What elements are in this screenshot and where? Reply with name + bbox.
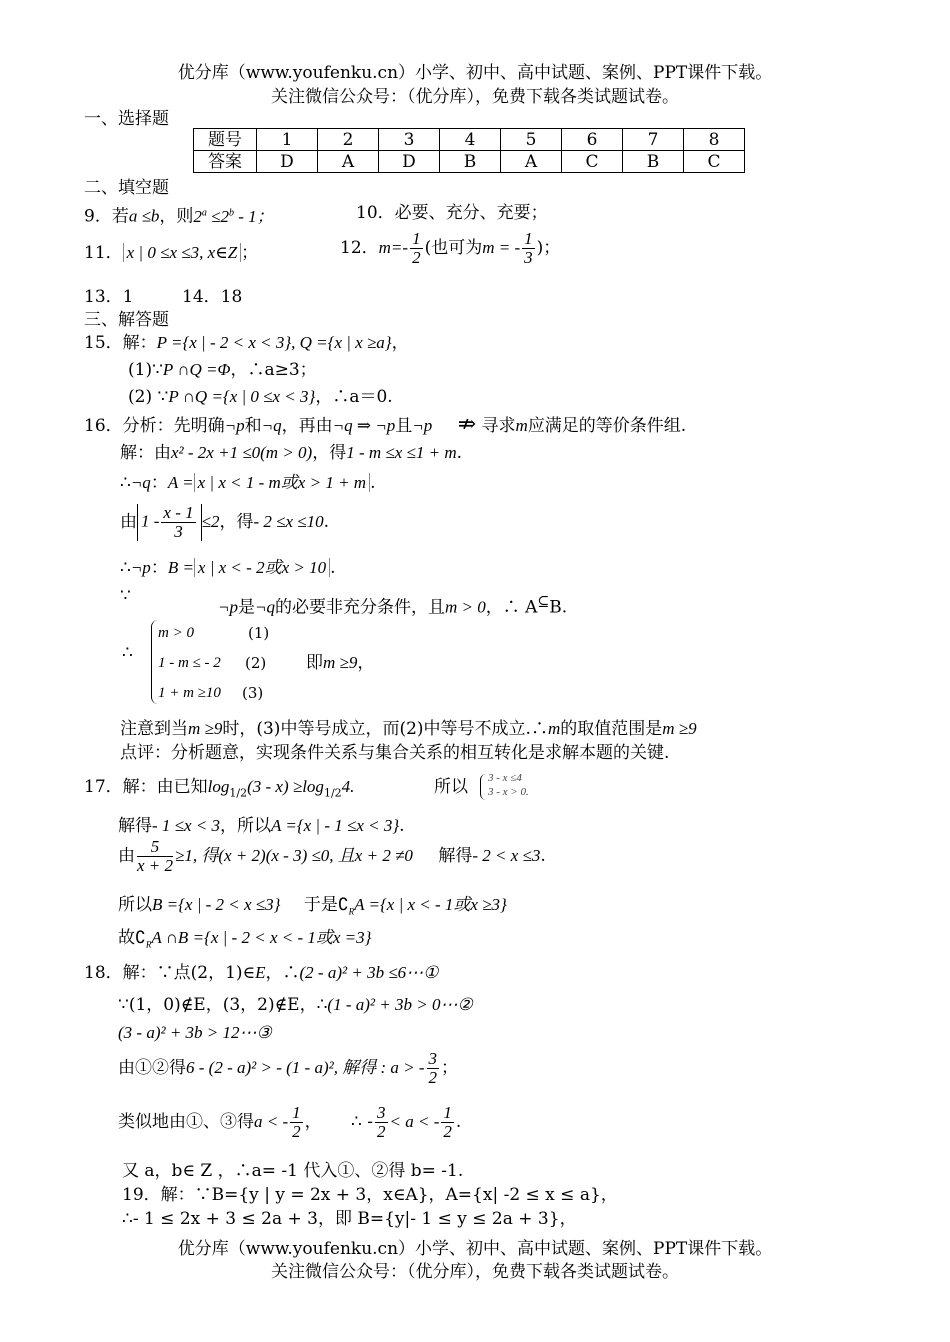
q16-note: 注意到当m ≥9时，(3)中等号成立，而(2)中等号不成立.∴m的取值范围是m ≥9 bbox=[120, 719, 697, 739]
q16-because-symbol: ∵ bbox=[120, 586, 131, 606]
system-eq-1: m > 0 bbox=[158, 625, 194, 641]
table-cell: 5 bbox=[501, 129, 562, 151]
header-line-2: 关注微信公众号：（优分库），免费下载各类试题试卷。 bbox=[271, 87, 679, 107]
q17-line-5: 故$∁_RA$ ∩B ={x | - 2 < x < - 1或x =3} bbox=[118, 928, 372, 950]
q18-line-4: 由①②得6 - (2 - a)² > - (1 - a)², 解得 : a > - $\frac{3}{2}$ ； bbox=[118, 1049, 458, 1087]
table-cell: A bbox=[501, 151, 562, 173]
q18-line-3: (3 - a)² + 3b > 12⋯③ bbox=[118, 1023, 272, 1042]
q19-line-2: ∴- 1 ≤ 2x + 3 ≤ 2a + 3，即 B={y|- 1 ≤ y ≤ 2a + 3}， bbox=[122, 1209, 577, 1229]
section-fill-title: 二、填空题 bbox=[84, 178, 169, 198]
header-line-1: 优分库（www.youfenku.cn）小学、初中、高中试题、案例、PPT课件下载。 bbox=[177, 63, 773, 83]
q11-line: 11． x | 0 ≤x ≤3, x∈Z ； bbox=[84, 243, 259, 263]
q19-line-1: 19．解：∵B={y | y = 2x + 3，x∈A}，A={x| -2 ≤ x ≤ a}， bbox=[122, 1185, 618, 1205]
q17-line-1: 17．解：由已知$\log_{1/2}(3 - x) \ge\log_{1/2}4$. bbox=[84, 777, 355, 800]
q16-comment: 点评：分析题意，实现条件关系与集合关系的相互转化是求解本题的关键. bbox=[120, 743, 670, 763]
table-cell: B bbox=[623, 151, 684, 173]
table-cell: 6 bbox=[562, 129, 623, 151]
table-cell: 3 bbox=[379, 129, 440, 151]
q16-result: 即m ≥9， bbox=[306, 653, 375, 673]
q16-line-6: ¬p是¬q的必要非充分条件，且m > 0，∴ A⊆B. bbox=[218, 594, 568, 618]
table-cell: C bbox=[684, 151, 745, 173]
footer-line-2: 关注微信公众号：（优分库），免费下载各类试题试卷。 bbox=[271, 1262, 679, 1282]
footer-line-1: 优分库（www.youfenku.cn）小学、初中、高中试题、案例、PPT课件下载。 bbox=[177, 1239, 773, 1259]
system-eq-1-num: (1) bbox=[248, 624, 270, 642]
table-cell: 4 bbox=[440, 129, 501, 151]
q17-line-3: 由 $\frac{5}{x + 2}$ ≥1, 得(x + 2)(x - 3) ≤0, 且x + 2 ≠0 解得- 2 < x ≤3. bbox=[118, 837, 546, 875]
table-cell: 2 bbox=[318, 129, 379, 151]
table-row bbox=[194, 129, 745, 151]
table-cell: B bbox=[440, 151, 501, 173]
section-solve-title: 三、解答题 bbox=[84, 310, 169, 330]
q10-line: 10．必要、充分、充要； bbox=[356, 203, 548, 223]
system-eq-2: 1 - m ≤ - 2 bbox=[158, 655, 221, 671]
q18-line-1: 18．解：∵点(2，1)∈E，∴(2 - a)² + 3b ≤6⋯① bbox=[84, 963, 439, 983]
q15-line-3: (2) ∵P ∩Q ={x | 0 ≤x < 3}，∴a＝0. bbox=[128, 387, 393, 407]
q16-line-2: 解：由x² - 2x +1 ≤0(m > 0)，得1 - m ≤x ≤1 + m. bbox=[120, 443, 463, 463]
table-row bbox=[194, 151, 745, 173]
condition-brace bbox=[480, 774, 486, 800]
q18-line-2: ∵(1，0)∉E，(3，2)∉E，∴(1 - a)² + 3b > 0⋯② bbox=[118, 995, 473, 1015]
q16-line-4: 由 1 - $\frac{x - 1}{3}$ ≤2，得- 2 ≤x ≤10. bbox=[120, 503, 330, 541]
q17-line-2: 解得- 1 ≤x < 3，所以A ={x | - 1 ≤x < 3}. bbox=[118, 816, 405, 836]
system-brace bbox=[151, 620, 158, 704]
table-cell: 8 bbox=[684, 129, 745, 151]
q16-line-5: ∴¬p：B = x | x < - 2或x > 10 . bbox=[120, 558, 336, 578]
q16-line-3: ∴¬q：A = x | x < 1 - m或x > 1 + m . bbox=[120, 473, 376, 493]
system-eq-2-num: (2) bbox=[245, 654, 267, 672]
not-implies-icon: ⇏ bbox=[457, 412, 477, 437]
table-cell: D bbox=[379, 151, 440, 173]
q13-line: 13．1 bbox=[84, 287, 134, 307]
table-cell: C bbox=[562, 151, 623, 173]
q17-so: 所以 bbox=[434, 777, 468, 797]
table-cell: 7 bbox=[623, 129, 684, 151]
row-label: 题号 bbox=[194, 129, 257, 151]
q18-line-6: 又 a，b∈ Z ，∴a= -1 代入①、②得 b= -1. bbox=[122, 1161, 464, 1181]
table-cell: A bbox=[318, 151, 379, 173]
q12-line: 12．m=- $\frac{1}{2}$ (也可为m = - $\frac{1}{3}$ )； bbox=[340, 229, 561, 267]
row-label: 答案 bbox=[194, 151, 257, 173]
table-cell: 1 bbox=[257, 129, 318, 151]
q17-line-4: 所以B ={x | - 2 < x ≤3} 于是$∁_RA =\{x$ | x < - 1或x ≥3} bbox=[118, 895, 507, 917]
q17-cond-1: 3 - x ≤4 bbox=[488, 772, 522, 784]
q15-line-2: (1)∵P ∩Q =Φ，∴a≥3； bbox=[128, 360, 317, 380]
answer-table bbox=[193, 128, 745, 173]
q16-therefore: ∴ bbox=[122, 643, 133, 663]
q15-line-1: 15．解：P ={x | - 2 < x < 3}, Q ={x | x ≥a}， bbox=[84, 333, 409, 353]
q9-line: 9．若a ≤b，则$2^a \le 2^b - 1$； bbox=[84, 206, 274, 227]
section-choice-title: 一、选择题 bbox=[84, 109, 169, 129]
system-eq-3-num: (3) bbox=[242, 684, 264, 702]
table-cell: D bbox=[257, 151, 318, 173]
system-eq-3: 1 + m ≥10 bbox=[158, 685, 221, 701]
q17-cond-2: 3 - x > 0. bbox=[488, 786, 529, 798]
q16-line-1: 16．分析：先明确¬p和¬q，再由¬q ⇒ ¬p且¬p ⇏ 寻求m应满足的等价条件组. bbox=[84, 412, 687, 437]
q14-line: 14．18 bbox=[182, 287, 243, 307]
q18-line-5: 类似地由①、③得a < - $\frac{1}{2}$ ， ∴ - $\frac{3}{2}$ < a < - $\frac{1}{2}$ . bbox=[118, 1103, 462, 1141]
